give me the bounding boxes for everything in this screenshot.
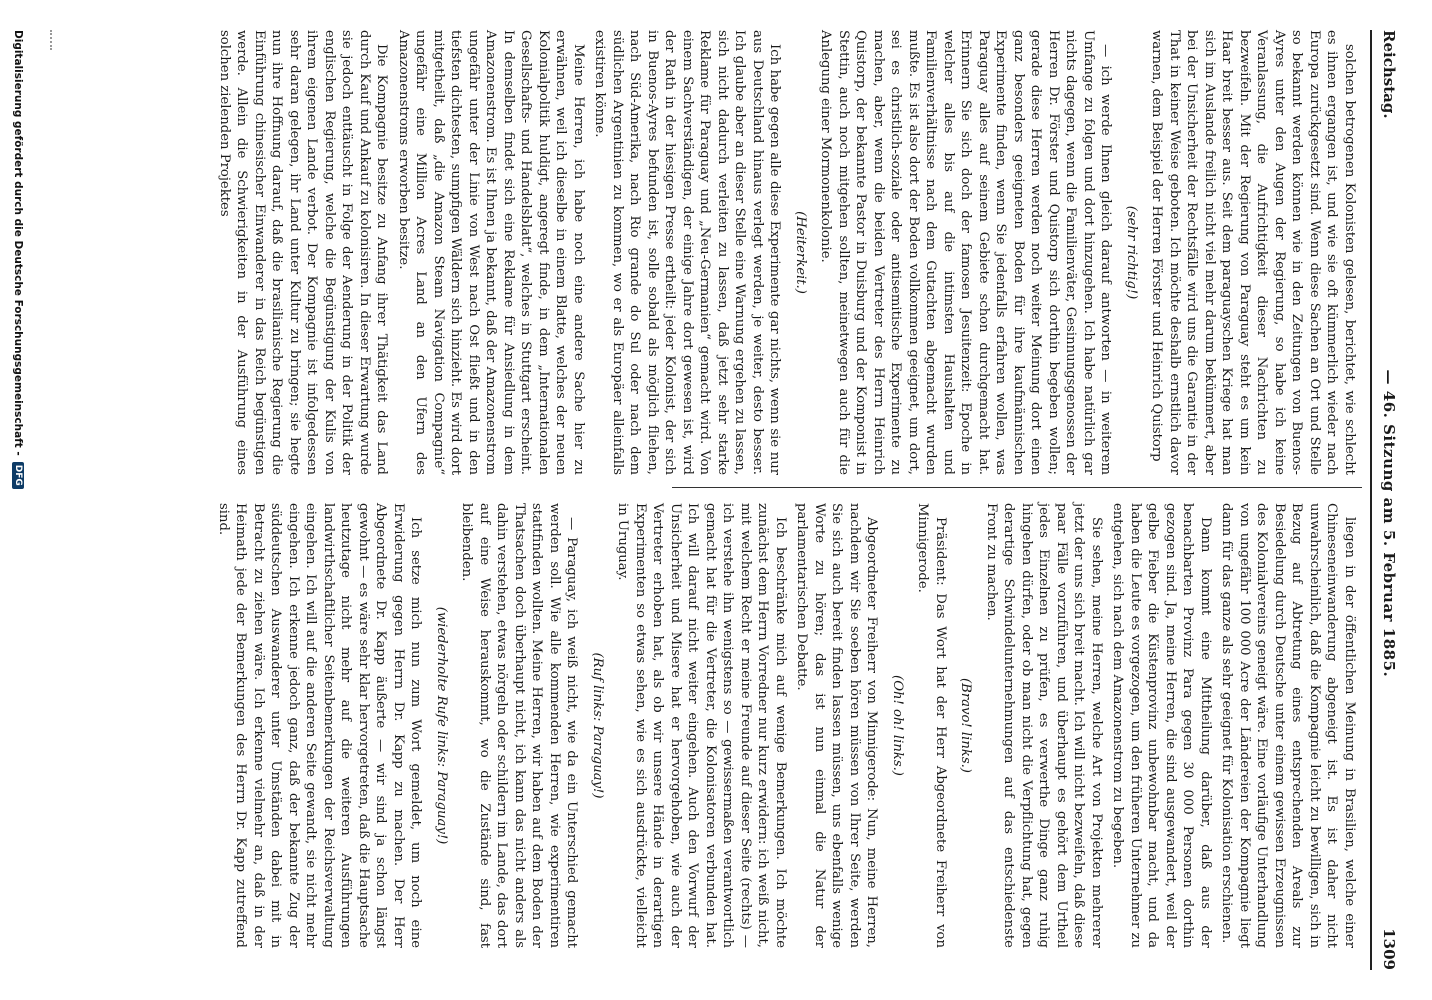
header-left: Reichstag. — [1380, 30, 1398, 119]
paragraph: Ich habe gegen alle diese Experimente gar nichts, wenn sie nur aus Deutschland hinaus verlegt werden, je weiter, desto besser. Ich glaube aber an dieser Stelle eine Warnung ergehen zu lassen, sich nicht dadurch verleiten zu lassen, daß jetzt sehr starke Reklame für Paraguay und „Neu-Germanien“ gemacht wird. Von einem Sachverständigen, der einige Jahre dort gewesen ist, wird der Rath in der hiesigen Presse ertheilt: jeder Kolonist, der sich in Buenos-Ayres befunden ist, solle sobald als möglich fliehen, nach Süd-Amerika, nach Rio grande do Sul oder nach dem südlichen Argentinien zu kommen, wo er als Europäer alleinfalls existiren könne. — [592, 30, 783, 475]
paragraph: Dann kommt eine Mittheilung darüber, daß aus der benachbarten Provinz Para gegen 30 000 Personen dorthin gezogen sind. Ja, meine Herren, die sind ausgewandert, weil der gelbe Fieber die Küstenprovinz unbewohnbar macht, und da haben die Leute es vorgezogen, um den früheren Unternehmer zu entgehen, sich nach dem Amazonenstrom zu begeben. — [1110, 503, 1213, 948]
page-header — [1376, 30, 1402, 970]
header-title: — 46. Sitzung am 5. Februar 1885. — [1380, 369, 1398, 678]
paragraph: Die Kompagnie besitze zu Anfang ihrer Thätigkeit das Land durch Kauf und Ankauf zu kolonisiren. In dieser Erwartung wurde sie jedoch enttäuscht in Folge der Aenderung in der Politik der englischen Regierung, welche die Begünstigung der Kulis von ihrem eigenen Lande verbot. Der Kompagnie ist infolgedessen sehr daran gelegen, ihr Land unter Kultur zu bringen; sie hegte nun ihre Hoffnung darauf, daß die brasilianische Regierung die Einführung chinesischer Einwanderer in das Reich begünstigen werde. Allein die Schwierigkeiten in der Ausführung eines solchen zielenden Projektes — [217, 30, 390, 475]
paragraph: — ich werde Ihnen gleich darauf antworten — in weiterem Umfange zu folgen und dort hinzugehen. Ich habe natürlich gar nichts dagegen, wenn die Familienväter, Gesinnungsgenossen der Herren Dr. Förster und Quistorp sich dorthin begeben wollen; gerade diese Herren werden noch weiter Meinung dort einen ganz besonders geeigneten Boden für ihre kaufmännischen Experimente finden, wenn Sie jedenfalls erfahren wollen, was Paraguay alles auf seinem Gebiete schon durchgemacht hat. Erinnern Sie sich doch der famosen Jesuitenzeit: Epoche in welcher alles bis auf die intimsten Haushalten und Familienverhältnisse nach dem Gutachten abgemacht wurden mußte. Es ist also dort der Boden vollkommen geeignet, um dort, sei es christlich-soziale oder antisemitische Experimente zu machen, aber, wenn die beiden Vertreter des Herrn Heinrich Quistorp, der bekannte Pastor in Duisburg und der Komponist in Stettin, auch noch mitgehen sollten, meinetwegen auch für die Anlegung einer Mormonenkolonie. — [818, 30, 1114, 475]
paragraph: solchen betrogenen Kolonisten gelesen, berichtet, wie schlecht es ihnen ergangen ist, und wie sie oft kümmerlich wieder nach Europa zurückgesetzt sind. Wenn diese Sachen an Ort und Stelle so bekannt werden können wie in den Zeitungen von Buenos-Ayres unter den Augen der Regierung, so habe ich keine Veranlassung, die Aufrichtigkeit dieser Nachrichten zu bezweifeln. Mit der Regierung von Paraguay steht es um kein Haar breit besser aus. Seit dem paraguayschen Kriege hat man sich im Auslande freilich nicht viel mehr darum bekümmert, aber bei der Unsicherheit der Rechtsfälle wird uns die Garantie in der That in keiner Weise geboten. Ich möchte deshalb ernstlich davor warnen, dem Beispiel der Herren Förster und Heinrich Quistorp — [1149, 30, 1357, 475]
interjection: (wiederholte Rufe links: Paraguay!) — [434, 606, 449, 845]
paragraph: Meine Herren, ich habe noch eine andere Sache hier zu erwähnen, weil ich dieselbe in einem Blatte, welches der neuen Kolonialpolitik huldigt, angeregt finde, in dem „Internationalen Gesellschafts- und Handelsblatt“, welches in Stuttgart erscheint. In demselben findet sich eine Reklame für Ansiedlung in dem Amazonenstrom. Es ist Ihnen ja bekannt, daß der Amazonenstrom ungefähr unter der Linie von West nach Ost fließt und in den tiefsten dichtesten, sumpfigen Wäldern sich hinzieht. Es wird dort mitgetheilt, daß „die Amazon Steam Navigation Compagnie“ ungefähr eine Million Acres Land an den Ufern des Amazonenstroms erworben besitze. — [396, 30, 586, 475]
header-rule — [1370, 30, 1372, 970]
interjection: (sehr richtig!) — [1124, 205, 1139, 300]
paragraph: Präsident: Das Wort hat der Herr Abgeordnete Freiherr von Minnigerode. — [915, 503, 948, 948]
page-number: 1309 — [1380, 928, 1398, 970]
interjection: (Bravo! links.) — [958, 678, 974, 773]
footer-text: Digitalisierung gefördert durch die Deutsche Forschungsgemeinschaft - — [12, 30, 24, 456]
column-divider — [672, 487, 1362, 488]
left-column — [217, 30, 1358, 475]
paragraph: Sie sehen, meine Herren, welche Art von Projekten mehrerer jetzt der uns sich breit macht. Ich will nicht bezweifeln, daß diese paar Fälle vorzuführen, und überhaupt es gehört dem Urtheil jedes Einzelnen zu prüfen, es verwerthe Dinge ganz ruhig hingehen dürfen, oder ob man nicht die Verpflichtung hat, gegen derartige Schwindelunternehmungen auf das entschiedenste Front zu machen. — [984, 503, 1104, 948]
interjection: (Ruf links: Paraguay!) — [590, 652, 605, 799]
digitization-footer — [9, 30, 27, 970]
interjection: (Heiterkeit.) — [793, 211, 808, 294]
paragraph: Abgeordneter Freiherr von Minnigerode: Nun, meine Herren, nachdem wir Sie soeben hören müssen von Ihrer Seite, werden Sie sich auch bereit finden lassen müssen, uns ebenfalls wenige Worte zu hören; das ist nun einmal die Natur der parlamentarischen Debatte. — [794, 503, 880, 948]
paragraph: — Paraguay, ich weiß nicht, wie da ein Unterschied gemacht werden soll. Wie alle kommenden Herren, wie experimentiren stattfinden wollten. Meine Herren, wir haben auf dem Boden der Thatsachen doch überhaupt nicht, ich kann das nicht anders als dahin verstehen, etwas nörgeln oder schildern im Lande, das dort auf eine Weise herauskommt, wo die Zustände sind, fast bleibenden. — [459, 503, 580, 948]
dfg-logo: DFG — [12, 462, 24, 489]
paragraph: liegen in der öffentlichen Meinung in Brasilien, welche einer Chineseneinwanderung abgeneigt ist. Es ist daher nicht unwahrscheinlich, daß die Kompagnie leicht zu bewilligen, sich in Bezug auf Abtretung eines entsprechenden Areals zur Besiedelung durch Deutsche unter einem gewissen Erzeugnissen des Kolonialvereins geneigt wäre. Eine vorläufige Unterhandlung von ungefähr 100 000 Acre der Ländereien der Kompagnie liegt dann für das ganze als sehr geeignet für Kolonisation erschienen. — [1219, 503, 1357, 948]
paragraph: Ich beschränke mich auf wenige Bemerkungen. Ich möchte zunächst dem Herrn Vorredner nur kurz erwidern: ich weiß nicht, mit welchem Recht er meine Freunde auf dieser Seite (rechts) — ich verstehe ihn wenigstens so — gewissermaßen verantwortlich gemacht hat für die Vertreter, die Kolonisatoren verbunden hat. Ich will darauf nicht weiter eingehen. Auch den Vorwurf der Unsicherheit und Misere hat er hervorgehoben, wie auch der Vertreter erhoben hat, als ob wir unsere Hände in derartigen Experimenten so etwas sehen, wie es sich ausdrückte, vielleicht in Uruguay. — [615, 503, 788, 948]
scan-mark — [44, 30, 52, 50]
interjection: (Oh! oh! links.) — [890, 675, 905, 776]
paragraph: Ich setze mich nun zum Wort gemeldet, um noch eine Erwiderung gegen Herrn Dr. Kapp zu machen. Der Herr Abgeordnete Dr. Kapp äußerte — wir sind ja schon längst gewohnt — es wäre sehr klar hervorgetreten, daß die Hauptsache heutzutage nicht mehr auf die weiteren Ausführungen landwirthschaftlicher Seitenbemerkungen der Reichsverwaltung eingehen. Ich will auf die anderen Seite gewandt, sie nicht mehr eingehen. Ich erkenne jedoch ganz, daß der bekannte Zug der süddeutschen Auswanderer unter Umständen dabei mit in Betracht zu ziehen wäre. Ich erkenne vielmehr an, daß in der Heimath jede der Bemerkungen des Herrn Dr. Kapp zutreffend sind. — [216, 503, 424, 948]
right-column — [216, 503, 1358, 948]
